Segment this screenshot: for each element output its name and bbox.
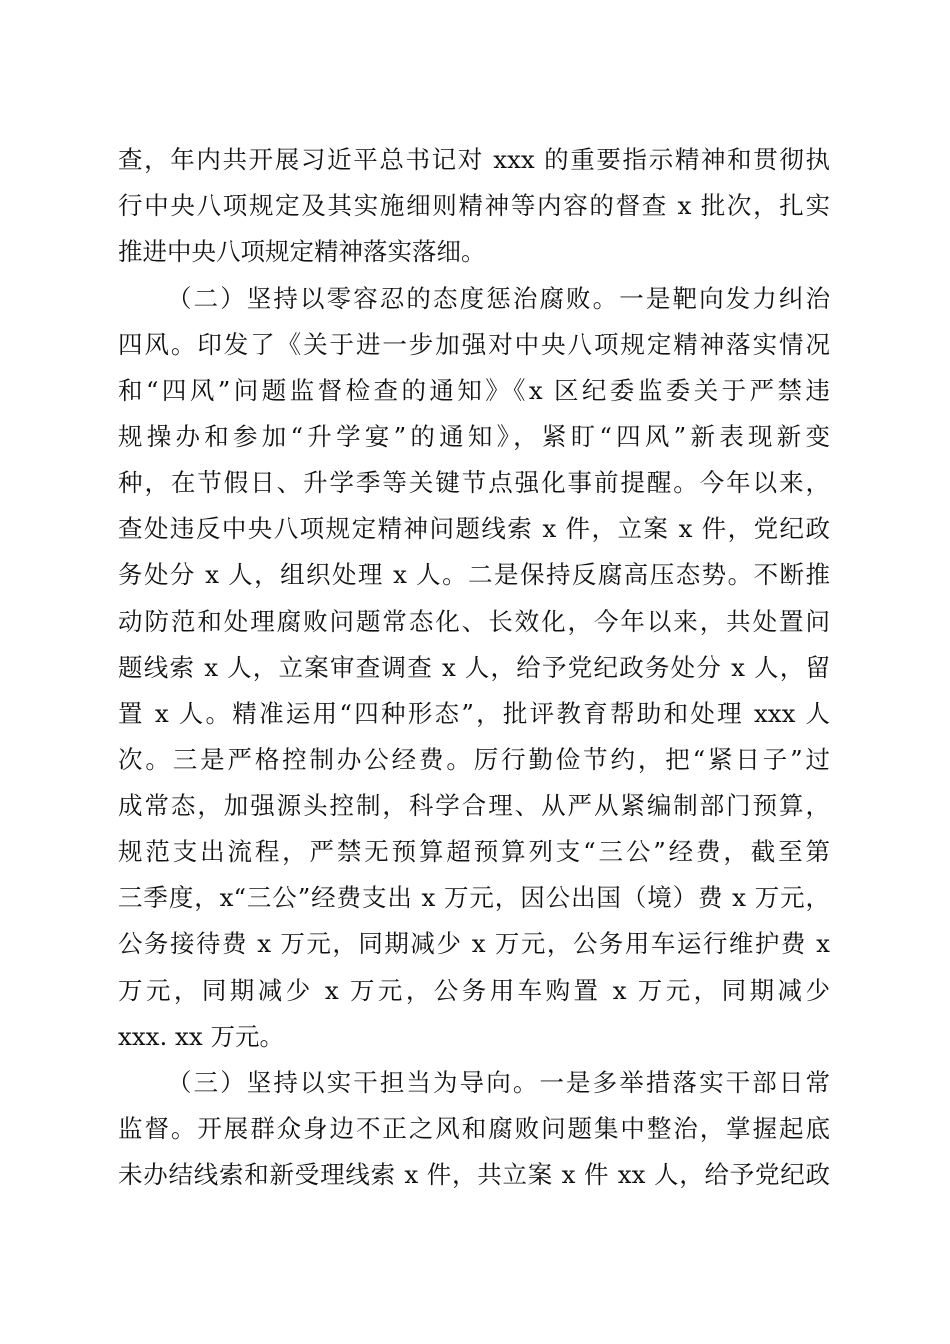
section-heading-line: （三）坚持以实干担当为导向。一是多举措落实干部日常 (167, 1068, 830, 1097)
text-line: 万元，同期减少 x 万元，公务用车购置 x 万元，同期减少 (118, 976, 830, 1005)
section-heading-line: （二）坚持以零容忍的态度惩治腐败。一是靶向发力纠治 (167, 284, 830, 313)
text-line: xxx. xx 万元。 (118, 1022, 284, 1051)
text-line: 监督。开展群众身边不正之风和腐败问题集中整治，掌握起底 (118, 1114, 830, 1143)
text-line: 行中央八项规定及其实施细则精神等内容的督查 x 批次，扎实 (118, 191, 830, 220)
text-line: 题线索 x 人，立案审查调查 x 人，给予党纪政务处分 x 人，留 (118, 653, 830, 682)
text-line: 查处违反中央八项规定精神问题线索 x 件，立案 x 件，党纪政 (118, 514, 830, 543)
text-line: 动防范和处理腐败问题常态化、长效化，今年以来，共处置问 (118, 607, 830, 636)
text-line: 次。三是严格控制办公经费。厉行勤俭节约，把“紧日子”过 (118, 745, 830, 774)
text-line: 查，年内共开展习近平总书记对 xxx 的重要指示精神和贯彻执 (118, 145, 830, 174)
text-line: 推进中央八项规定精神落实落细。 (118, 237, 486, 266)
text-line: 规操办和参加“升学宴”的通知》，紧盯“四风”新表现新变 (118, 422, 830, 451)
text-line: 务处分 x 人，组织处理 x 人。二是保持反腐高压态势。不断推 (118, 560, 830, 589)
text-line: 公务接待费 x 万元，同期减少 x 万元，公务用车运行维护费 x (118, 929, 830, 958)
text-line: 置 x 人。精准运用“四种形态”，批评教育帮助和处理 xxx 人 (118, 699, 830, 728)
text-line: 规范支出流程，严禁无预算超预算列支“三公”经费，截至第 (118, 837, 830, 866)
text-line: 四风。印发了《关于进一步加强对中央八项规定精神落实情况 (118, 330, 830, 359)
text-line: 三季度，x“三公”经费支出 x 万元，因公出国（境）费 x 万元， (118, 883, 830, 912)
text-line: 成常态，加强源头控制，科学合理、从严从紧编制部门预算， (118, 791, 830, 820)
text-line: 未办结线索和新受理线索 x 件，共立案 x 件 xx 人，给予党纪政 (118, 1160, 830, 1189)
text-line: 种，在节假日、升学季等关键节点强化事前提醒。今年以来， (118, 468, 830, 497)
text-line: 和“四风”问题监督检查的通知》《x 区纪委监委关于严禁违 (118, 376, 830, 405)
